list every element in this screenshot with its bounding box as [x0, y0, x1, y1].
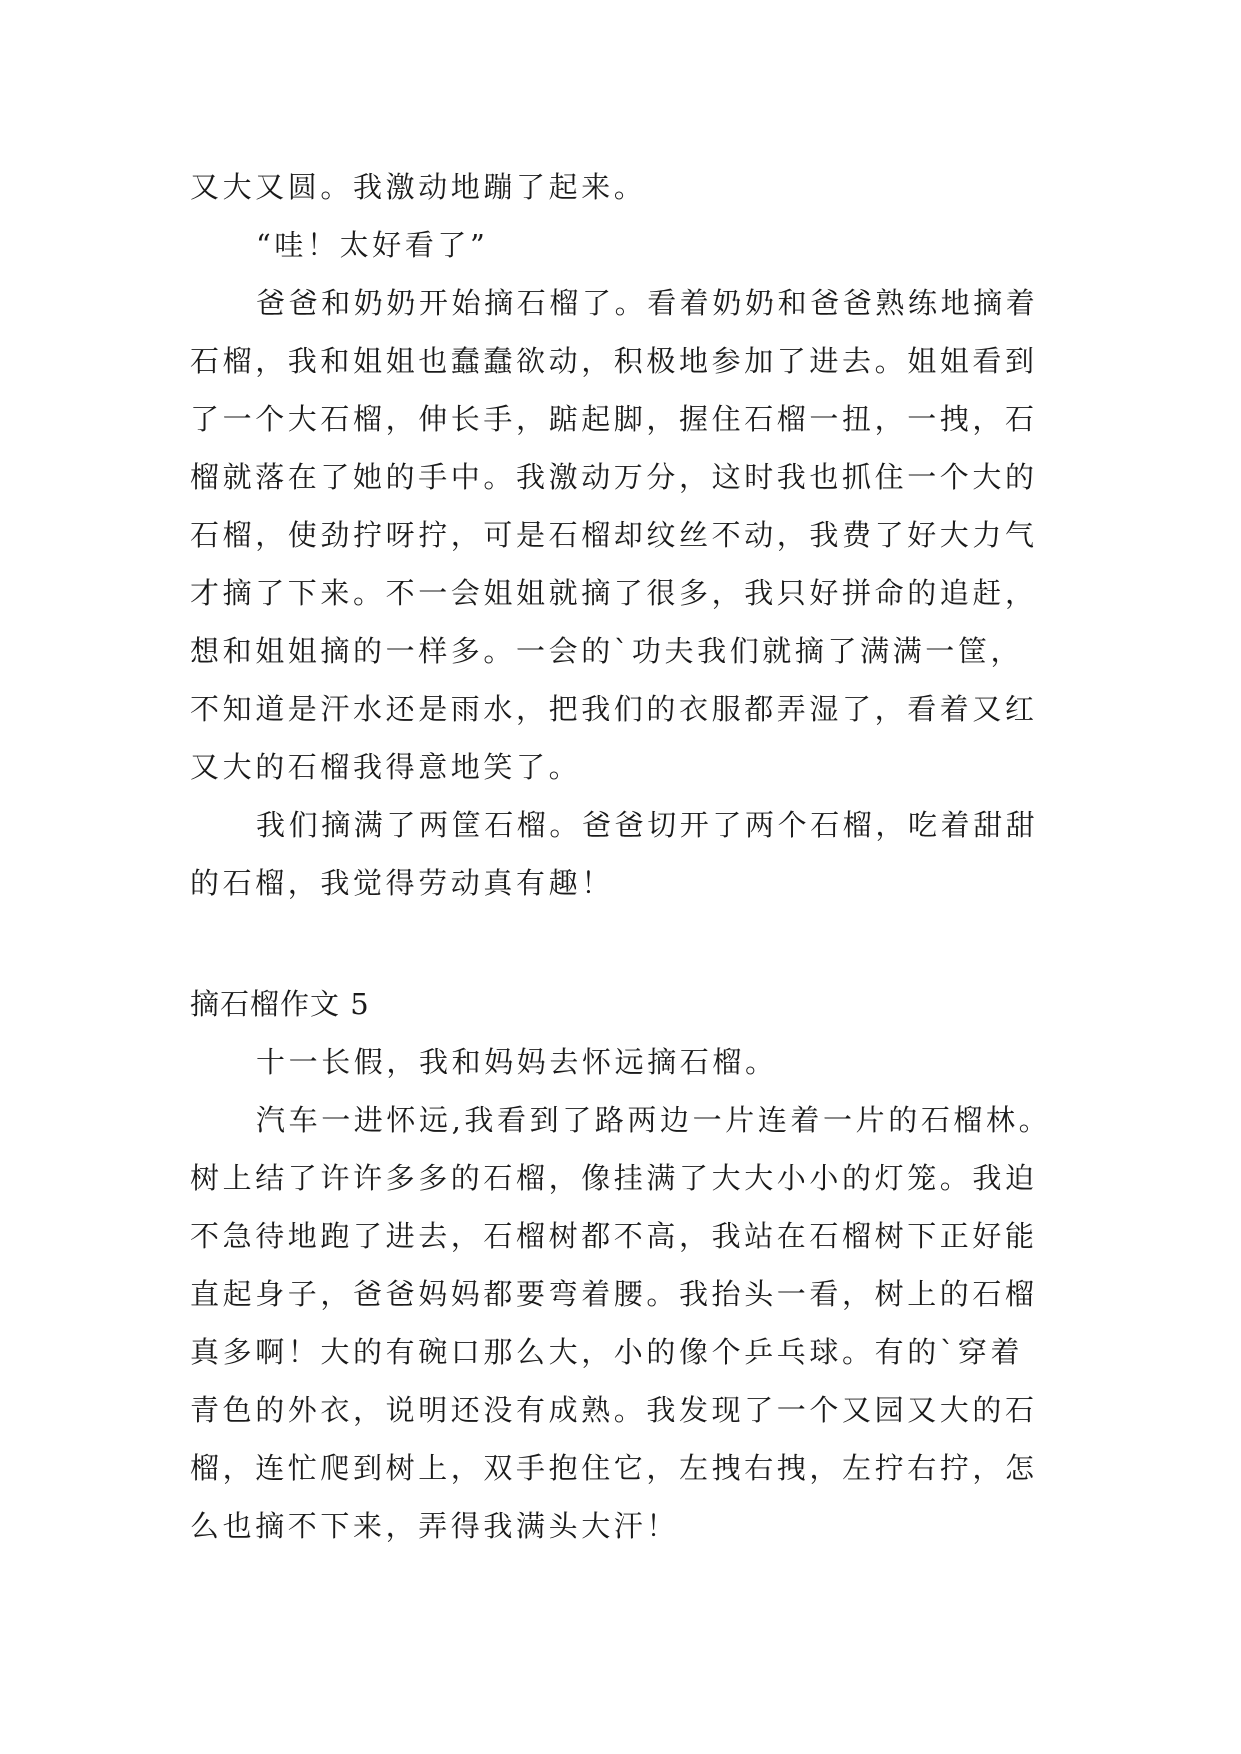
section-spacer	[190, 912, 1070, 975]
section-heading: 摘石榴作文 5	[190, 987, 370, 1021]
paragraph-line: 石榴，我和姐姐也蠢蠢欲动，积极地参加了进去。姐姐看到	[190, 344, 1038, 378]
paragraph-line: 榴就落在了她的手中。我激动万分，这时我也抓住一个大的	[190, 460, 1038, 494]
paragraph-line: 汽车一进怀远,我看到了路两边一片连着一片的石榴林。	[256, 1103, 1052, 1137]
dialogue-line: “哇！太好看了”	[256, 228, 489, 262]
paragraph-line: 了一个大石榴，伸长手，踮起脚，握住石榴一扭，一拽，石	[190, 402, 1038, 436]
paragraph-line: 才摘了下来。不一会姐姐就摘了很多，我只好拼命的追赶，	[190, 576, 1038, 610]
paragraph-line: 又大的石榴我得意地笑了。	[190, 750, 582, 784]
paragraph-line: 爸爸和奶奶开始摘石榴了。看着奶奶和爸爸熟练地摘着	[256, 286, 1039, 320]
paragraph-line: 十一长假，我和妈妈去怀远摘石榴。	[256, 1045, 778, 1079]
paragraph-line: 石榴，使劲拧呀拧，可是石榴却纹丝不动，我费了好大力气	[190, 518, 1038, 552]
paragraph-line: 的石榴，我觉得劳动真有趣！	[190, 866, 614, 900]
paragraph-line: 直起身子，爸爸妈妈都要弯着腰。我抬头一看，树上的石榴	[190, 1277, 1038, 1311]
paragraph-line: 树上结了许许多多的石榴，像挂满了大大小小的灯笼。我迫	[190, 1161, 1038, 1195]
paragraph-line: 真多啊！大的有碗口那么大，小的像个乒乓球。有的`穿着	[190, 1335, 1024, 1369]
paragraph-line: 又大又圆。我激动地蹦了起来。	[190, 170, 647, 204]
paragraph-line: 我们摘满了两筐石榴。爸爸切开了两个石榴，吃着甜甜	[256, 808, 1039, 842]
document-body	[190, 158, 1070, 1555]
paragraph-line: 不知道是汗水还是雨水，把我们的衣服都弄湿了，看着又红	[190, 692, 1038, 726]
paragraph-line: 榴，连忙爬到树上，双手抱住它，左拽右拽，左拧右拧，怎	[190, 1451, 1038, 1485]
paragraph-line: 么也摘不下来，弄得我满头大汗！	[190, 1509, 680, 1543]
paragraph-line: 想和姐姐摘的一样多。一会的`功夫我们就摘了满满一筐，	[190, 634, 1024, 668]
paragraph-line: 青色的外衣，说明还没有成熟。我发现了一个又园又大的石	[190, 1393, 1038, 1427]
paragraph-line: 不急待地跑了进去，石榴树都不高，我站在石榴树下正好能	[190, 1219, 1038, 1253]
